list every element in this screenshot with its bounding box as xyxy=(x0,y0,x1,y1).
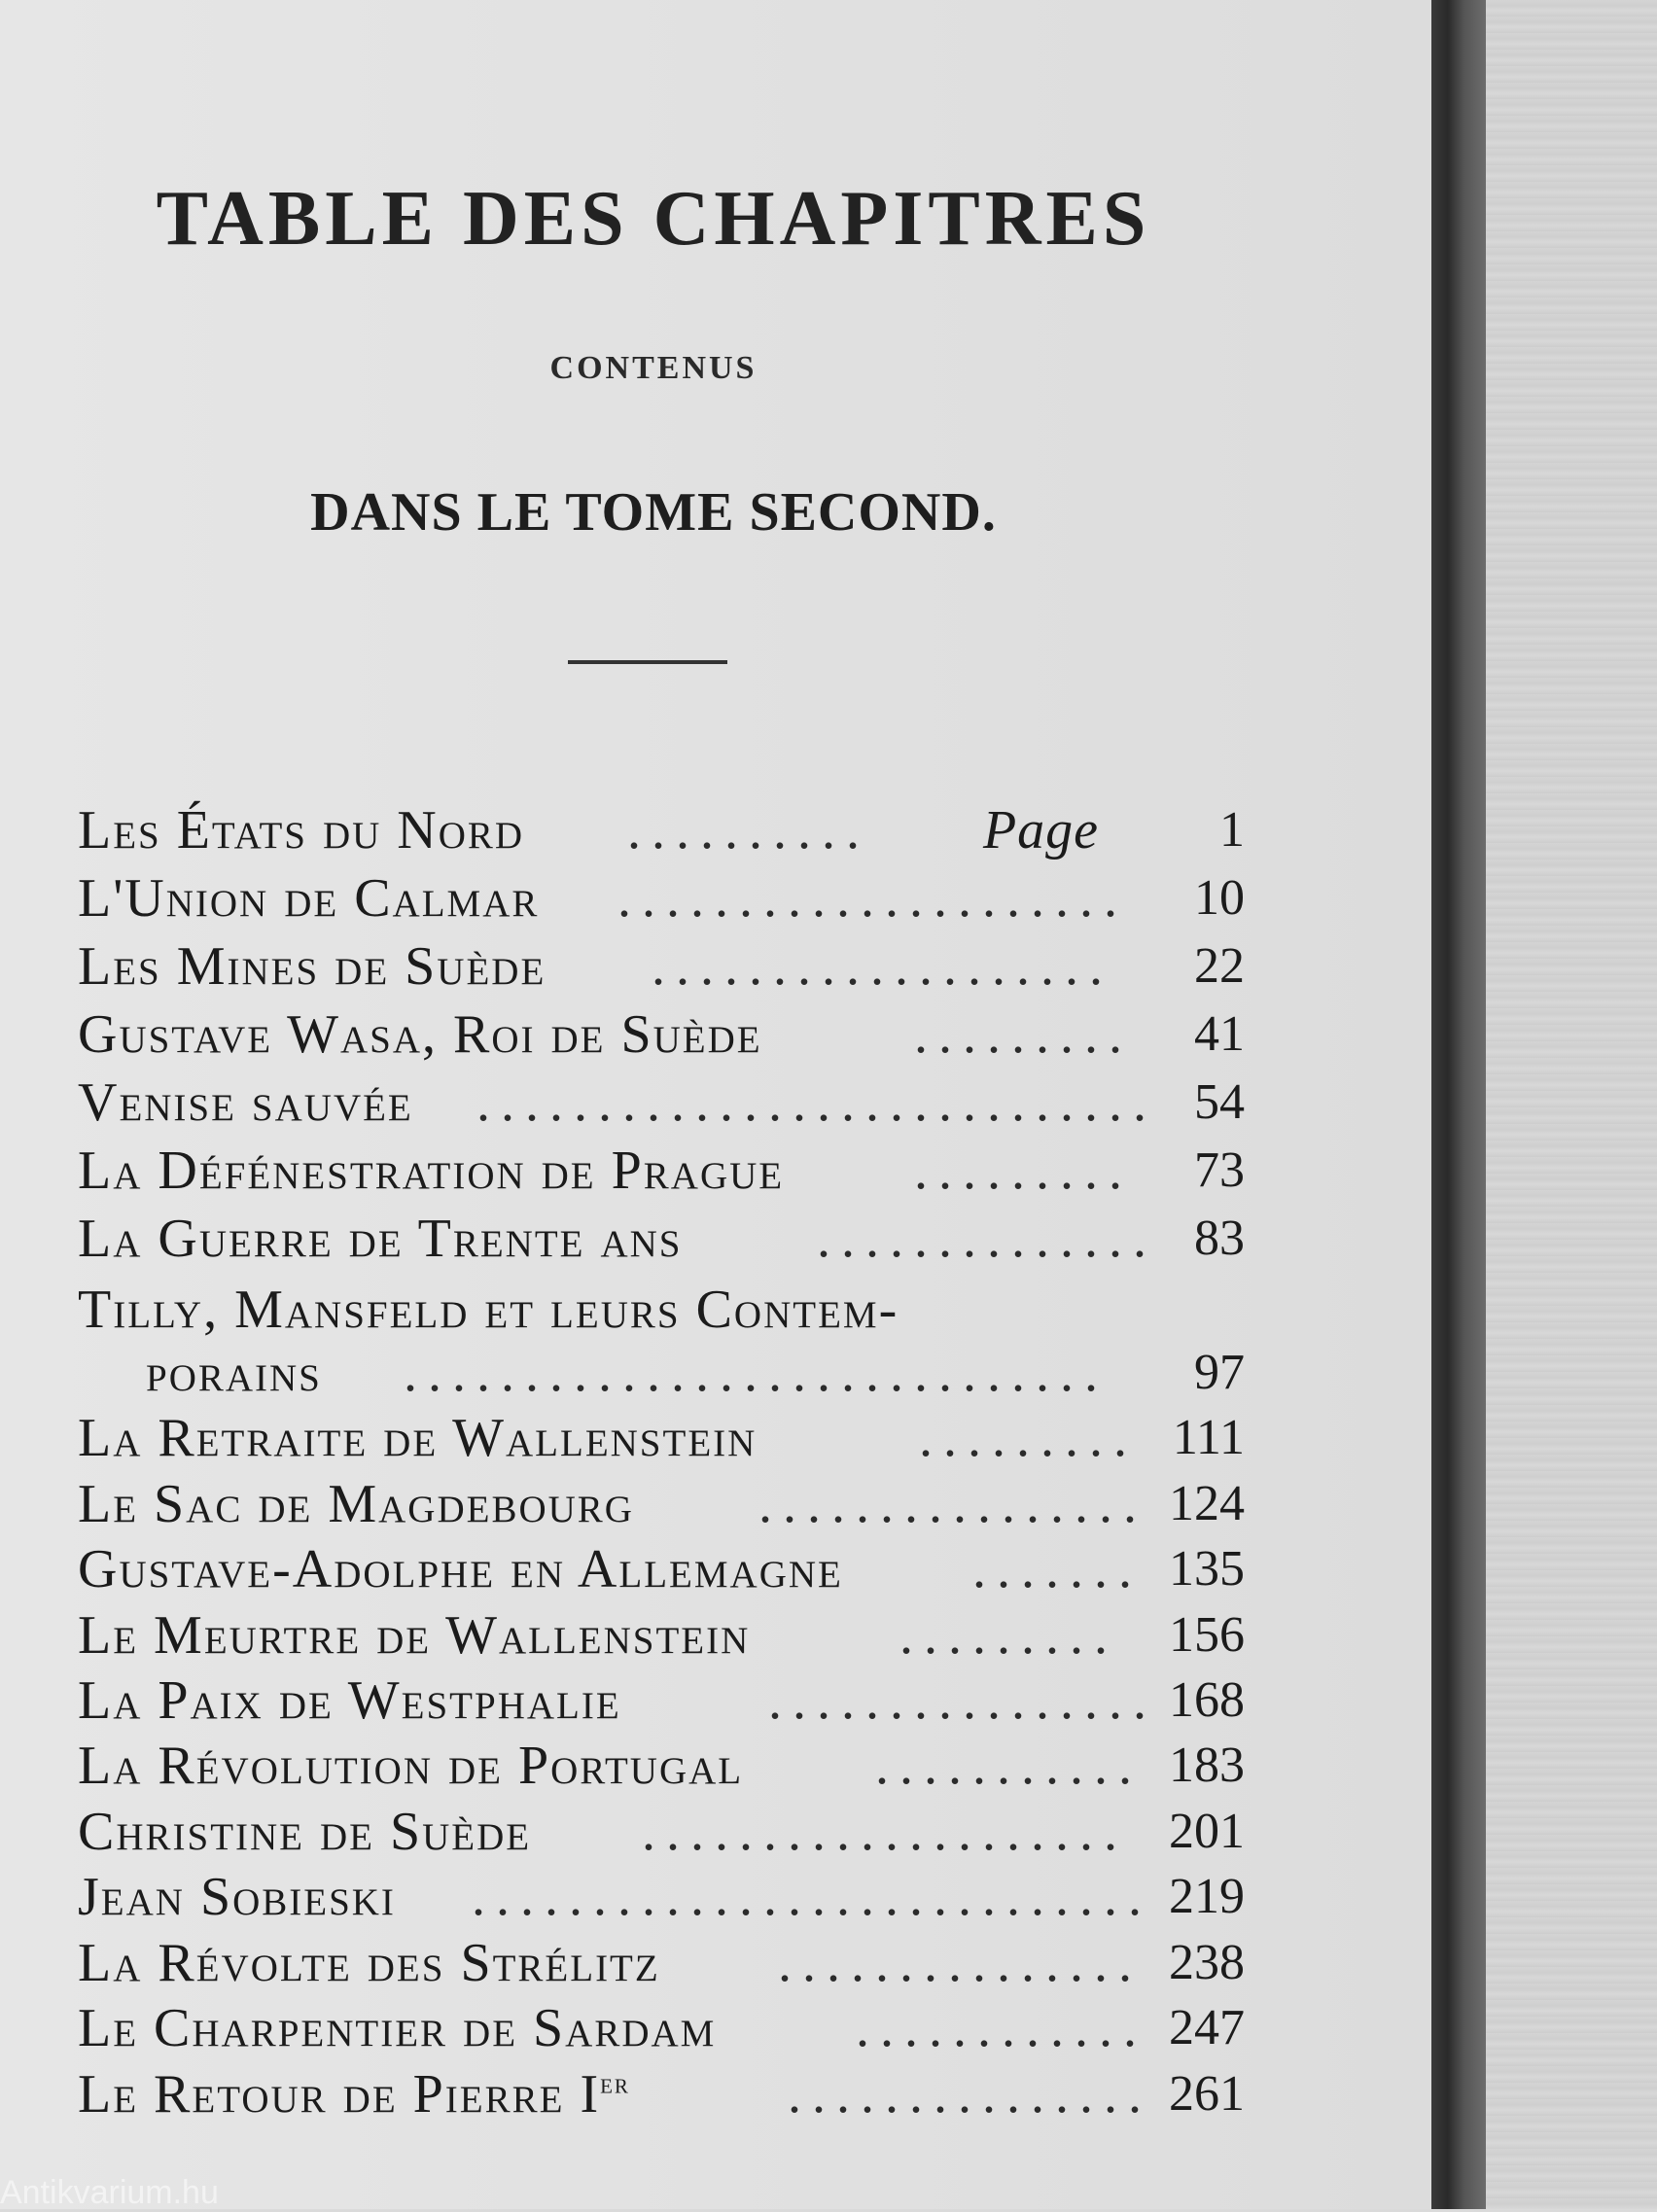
toc-entry-title: Venise sauvée xyxy=(78,1072,413,1133)
toc-entry xyxy=(78,1602,1245,1668)
toc-entry-title: Le Charpentier de Sardam xyxy=(78,1998,717,2058)
toc-entry-title: La Révolution de Portugal xyxy=(78,1736,744,1796)
page-subtitle: CONTENUS xyxy=(549,350,758,386)
toc-entry-page: 41 xyxy=(1194,1006,1245,1062)
toc-entry xyxy=(78,1138,1245,1204)
toc-entry xyxy=(78,1799,1245,1865)
toc-entry-title: La Guerre de Trente ans xyxy=(78,1209,683,1269)
toc-entry xyxy=(78,1536,1245,1602)
page-label: Page xyxy=(982,800,1099,860)
toc-entry-title: Gustave-Adolphe en Allemagne xyxy=(78,1539,843,1599)
toc-entry-page: 97 xyxy=(1194,1345,1245,1400)
leader-dots: ......... xyxy=(919,1408,1138,1468)
leader-dots: ............... xyxy=(788,2064,1152,2124)
leader-dots: ......... xyxy=(914,1004,1133,1065)
toc-entry-title: Tilly, Mansfeld et leurs Contem- xyxy=(78,1280,899,1340)
toc-entry xyxy=(78,1733,1245,1799)
leader-dots: ............................ xyxy=(476,1072,1157,1133)
leader-dots: ................... xyxy=(652,936,1113,997)
toc-entry-title: Les États du Nord xyxy=(78,800,525,860)
toc-entry-page: 156 xyxy=(1169,1607,1245,1663)
leader-dots: ..................... xyxy=(617,868,1128,929)
leader-dots: ............... xyxy=(778,1933,1143,1993)
toc-entry-title: Gustave Wasa, Roi de Suède xyxy=(78,1004,762,1065)
toc-entry-page: 219 xyxy=(1169,1869,1245,1924)
leader-dots: ............................. xyxy=(404,1343,1109,1403)
leader-dots: ....... xyxy=(972,1539,1143,1599)
toc-entry xyxy=(78,933,1245,1000)
toc-entry-page: 238 xyxy=(1169,1935,1245,1990)
toc-entry-page: 73 xyxy=(1194,1142,1245,1198)
toc-entry-page: 135 xyxy=(1169,1541,1245,1597)
toc-entry xyxy=(78,1405,1245,1471)
toc-entry-page: 261 xyxy=(1169,2066,1245,2122)
toc-entry-title: L'Union de Calmar xyxy=(78,868,540,929)
watermark: Antikvarium.hu xyxy=(0,2174,219,2211)
leader-dots: ........... xyxy=(875,1736,1143,1796)
leader-dots: ............................ xyxy=(472,1867,1152,1927)
title-divider xyxy=(568,660,727,664)
leader-dots: ......... xyxy=(914,1141,1133,1201)
toc-entry xyxy=(78,1668,1245,1734)
toc-entry-title xyxy=(78,2064,630,2124)
toc-entry-title-sup: er xyxy=(600,2067,630,2100)
toc-entry-page: 111 xyxy=(1172,1410,1245,1465)
book-cover-board xyxy=(1486,0,1657,2209)
toc-entry-page: 201 xyxy=(1169,1804,1245,1859)
toc-entry xyxy=(78,1930,1245,1996)
toc-entry-title: La Révolte des Strélitz xyxy=(78,1933,660,1993)
toc-entry xyxy=(78,1340,1245,1406)
leader-dots: .................... xyxy=(642,1802,1128,1862)
toc-entry xyxy=(78,865,1245,931)
toc-entry xyxy=(78,1995,1245,2061)
toc-entry xyxy=(78,1070,1245,1136)
toc-entry-title: porains xyxy=(146,1343,322,1403)
leader-dots: .......... xyxy=(627,800,870,860)
table-of-contents xyxy=(78,797,1245,2149)
toc-entry-page: 183 xyxy=(1169,1738,1245,1793)
page-subtitle-volume: DANS LE TOME SECOND. xyxy=(310,482,997,543)
toc-entry xyxy=(78,2061,1245,2127)
book-spine-edge xyxy=(1431,0,1486,2209)
page-title: TABLE DES CHAPITRES xyxy=(156,176,1151,262)
toc-entry-page: 124 xyxy=(1169,1476,1245,1531)
toc-entry-title: La Retraite de Wallenstein xyxy=(78,1408,758,1468)
toc-entry xyxy=(78,1001,1245,1068)
toc-entry-title-text: Le Retour de Pierre I xyxy=(78,2064,601,2124)
leader-dots: ......... xyxy=(899,1605,1118,1666)
toc-entry xyxy=(78,1277,1245,1343)
toc-entry xyxy=(78,797,1245,863)
toc-entry-page: 10 xyxy=(1194,870,1245,926)
leader-dots: ................ xyxy=(758,1474,1147,1534)
leader-dots: ................ xyxy=(768,1670,1157,1731)
toc-entry xyxy=(78,1471,1245,1537)
toc-entry-page: 168 xyxy=(1169,1672,1245,1728)
toc-entry-page: 54 xyxy=(1194,1074,1245,1130)
toc-entry-title: Le Sac de Magdebourg xyxy=(78,1474,634,1534)
leader-dots: ............ xyxy=(856,1998,1147,2058)
leader-dots: .............. xyxy=(817,1209,1157,1269)
toc-entry-page: 83 xyxy=(1194,1211,1245,1266)
toc-entry-title: Le Meurtre de Wallenstein xyxy=(78,1605,751,1666)
toc-entry-page: 247 xyxy=(1169,2000,1245,2055)
toc-entry-title: La Paix de Westphalie xyxy=(78,1670,621,1731)
toc-entry-title: La Défénestration de Prague xyxy=(78,1141,785,1201)
toc-entry-page: 1 xyxy=(1219,802,1245,858)
toc-entry-page: 22 xyxy=(1194,938,1245,994)
toc-entry-title: Christine de Suède xyxy=(78,1802,532,1862)
toc-entry xyxy=(78,1206,1245,1272)
toc-entry-title: Jean Sobieski xyxy=(78,1867,396,1927)
toc-entry xyxy=(78,1864,1245,1930)
toc-entry-title: Les Mines de Suède xyxy=(78,936,546,997)
